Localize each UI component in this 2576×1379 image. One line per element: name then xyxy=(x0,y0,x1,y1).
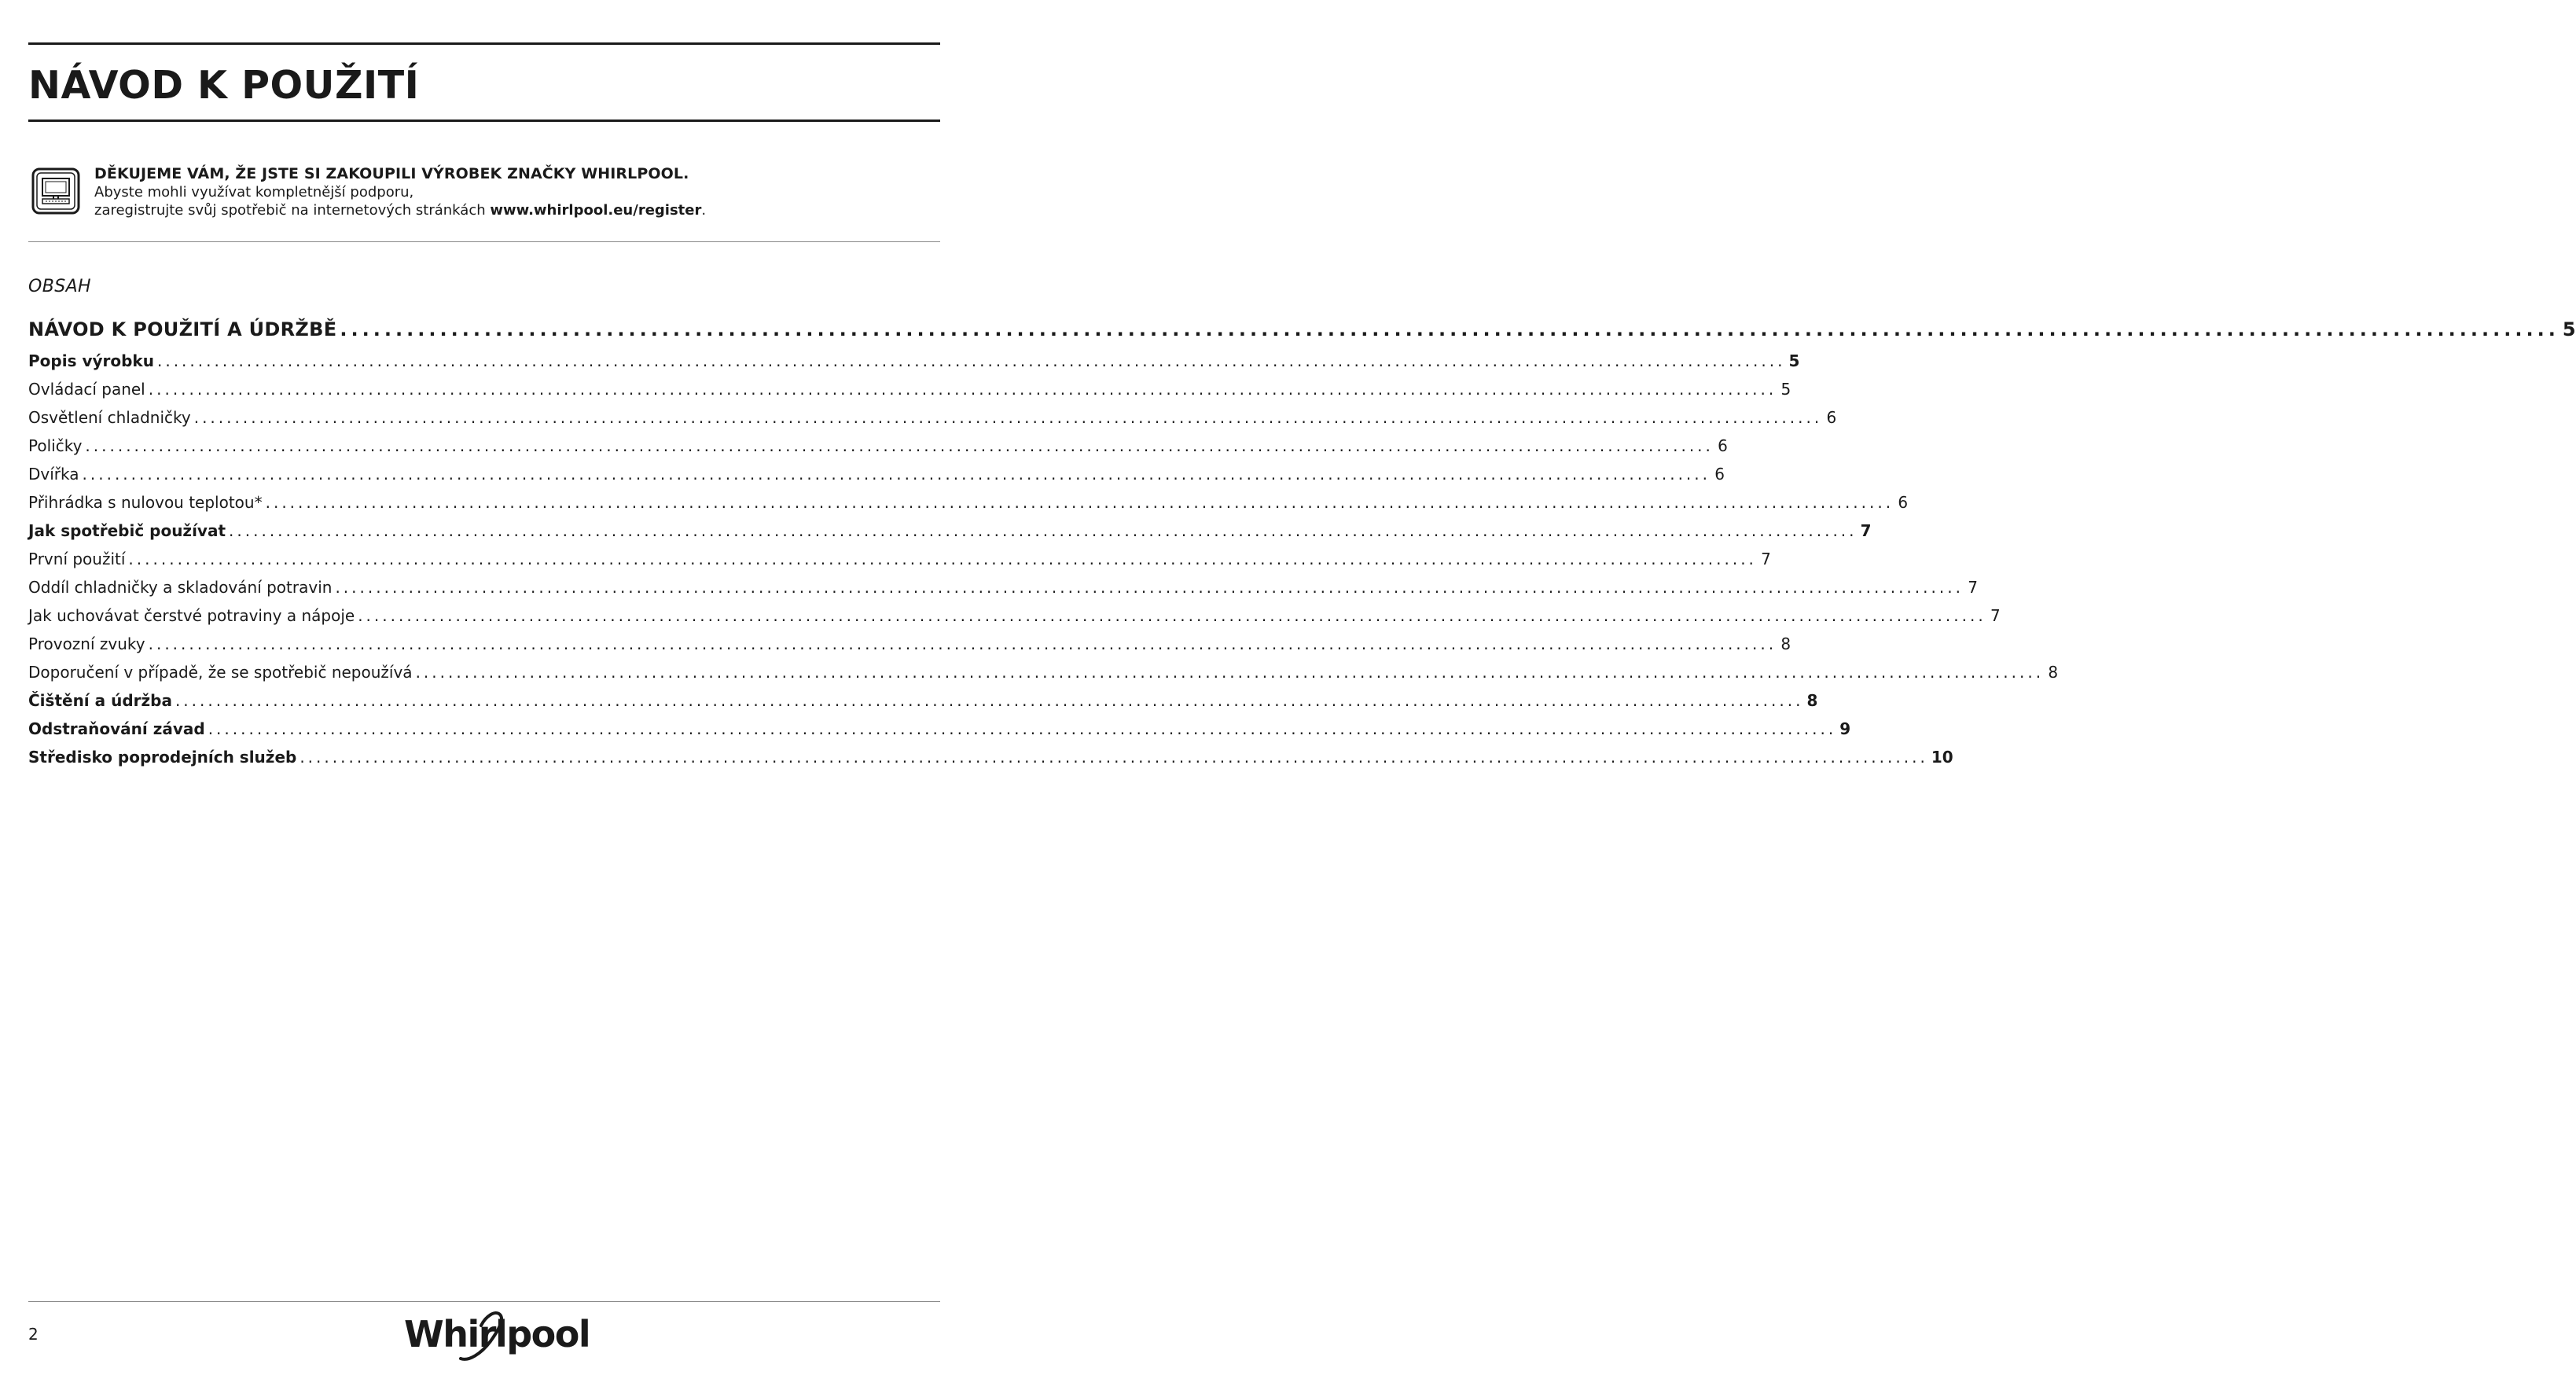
toc-leader-dots: ........................................................................................................................................................................................................ xyxy=(265,493,1894,512)
toc-leader-dots: ........................................................................................................................................................................................................ xyxy=(358,606,1986,625)
top-rule xyxy=(28,42,940,45)
toc-entry-page: 7 xyxy=(1968,578,1978,597)
toc-entry-page: 7 xyxy=(1761,550,1771,568)
toc-entry[interactable] xyxy=(28,663,2059,691)
toc-entry[interactable] xyxy=(28,408,1837,436)
toc-entry-page: 5 xyxy=(1780,380,1791,399)
toc-entry[interactable] xyxy=(28,550,1771,578)
toc-entry-label: Odstraňování závad xyxy=(28,719,205,738)
toc-entry-label: Jak uchovávat čerstvé potraviny a nápoje xyxy=(28,606,355,625)
toc-leader-dots: ........................................................................................................................................................................................................ xyxy=(193,408,1823,427)
toc-entry-page: 8 xyxy=(1806,691,1818,710)
toc-entry-page: 8 xyxy=(2048,663,2059,682)
toc-entry[interactable] xyxy=(28,380,1791,408)
toc-leader-dots: ........................................................................................................................................................................................................ xyxy=(148,380,1777,399)
registration-url-link[interactable]: www.whirlpool.eu/register xyxy=(490,202,702,219)
toc-entry-label: Ovládací panel xyxy=(28,380,145,399)
toc-entry-label: Provozní zvuky xyxy=(28,634,145,653)
page-title: NÁVOD K POUŽITÍ xyxy=(28,63,420,108)
toc-entry[interactable] xyxy=(28,351,1800,380)
toc-entry-page: 10 xyxy=(1931,748,1953,767)
toc-entry[interactable] xyxy=(28,634,1791,663)
toc-entry[interactable] xyxy=(28,748,1953,776)
toc-entry-page: 7 xyxy=(1860,521,1872,540)
toc-entry-page: 9 xyxy=(1839,719,1851,738)
toc-entry-label: První použití xyxy=(28,550,126,568)
toc-entry-label: Popis výrobku xyxy=(28,351,154,370)
brand-wordmark: Whirlpool xyxy=(404,1313,590,1355)
registration-line-2-suffix: . xyxy=(701,202,707,219)
computer-monitor-icon xyxy=(31,167,80,215)
toc-entry[interactable] xyxy=(28,318,2576,351)
registration-notice xyxy=(31,165,943,217)
toc-entry-label: Osvětlení chladničky xyxy=(28,408,191,427)
toc-entry-label: Oddíl chladničky a skladování potravin xyxy=(28,578,333,597)
toc-leader-dots: ........................................................................................................................................................................................................ xyxy=(148,634,1777,653)
table-of-contents xyxy=(28,318,2576,776)
toc-leader-dots: ........................................................................................................................................................................................................ xyxy=(175,691,1804,710)
toc-entry[interactable] xyxy=(28,691,1818,719)
toc-entry-label: NÁVOD K POUŽITÍ A ÚDRŽBĚ xyxy=(28,318,337,340)
toc-leader-dots: ........................................................................................................................................................................................................ xyxy=(82,465,1711,484)
toc-entry-label: Dvířka xyxy=(28,465,79,484)
toc-leader-dots: ........................................................................................................................................................................................................ xyxy=(335,578,1964,597)
section-divider xyxy=(28,241,940,242)
toc-leader-dots: ........................................................................................................................................................................................................ xyxy=(85,436,1714,455)
whirlpool-logo xyxy=(404,1307,590,1368)
toc-entry[interactable] xyxy=(28,606,2001,634)
title-rule xyxy=(28,120,940,122)
toc-entry-page: 6 xyxy=(1826,408,1837,427)
logo-swoosh-icon xyxy=(404,1307,566,1368)
toc-entry-label: Středisko poprodejních služeb xyxy=(28,748,297,767)
registration-line-2 xyxy=(94,201,706,219)
footer-rule xyxy=(28,1301,940,1302)
registration-text xyxy=(94,165,706,219)
page-number: 2 xyxy=(28,1325,39,1344)
toc-entry-page: 8 xyxy=(1780,634,1791,653)
toc-entry-label: Doporučení v případě, že se spotřebič nepoužívá xyxy=(28,663,413,682)
toc-entry[interactable] xyxy=(28,493,1909,521)
toc-leader-dots: ........................................................................................................................................................................................................ xyxy=(340,318,2559,340)
registration-heading: DĚKUJEME VÁM, ŽE JSTE SI ZAKOUPILI VÝROBEK ZNAČKY WHIRLPOOL. xyxy=(94,165,689,182)
toc-entry[interactable] xyxy=(28,521,1872,550)
toc-entry-page: 7 xyxy=(1990,606,2001,625)
toc-entry[interactable] xyxy=(28,465,1725,493)
toc-leader-dots: ........................................................................................................................................................................................................ xyxy=(299,748,1928,767)
toc-entry-page: 6 xyxy=(1714,465,1725,484)
toc-entry[interactable] xyxy=(28,578,1978,606)
toc-entry-page: 6 xyxy=(1898,493,1909,512)
toc-entry[interactable] xyxy=(28,436,1728,465)
toc-leader-dots: ........................................................................................................................................................................................................ xyxy=(415,663,2045,682)
toc-entry-page: 6 xyxy=(1718,436,1728,455)
registration-line-2-prefix: zaregistrujte svůj spotřebič na internetových stránkách xyxy=(94,202,491,219)
toc-entry-label: Přihrádka s nulovou teplotou* xyxy=(28,493,263,512)
toc-leader-dots: ........................................................................................................................................................................................................ xyxy=(156,351,1786,370)
toc-entry[interactable] xyxy=(28,719,1851,748)
toc-entry-label: Čištění a údržba xyxy=(28,691,172,710)
toc-entry-label: Jak spotřebič používat xyxy=(28,521,226,540)
toc-leader-dots: ........................................................................................................................................................................................................ xyxy=(229,521,1858,540)
registration-line-1: Abyste mohli využívat kompletnější podporu, xyxy=(94,184,414,200)
toc-entry-label: Poličky xyxy=(28,436,83,455)
toc-entry-page: 5 xyxy=(1788,351,1800,370)
toc-entry-page: 5 xyxy=(2562,318,2576,340)
contents-heading: OBSAH xyxy=(28,277,91,296)
toc-leader-dots: ........................................................................................................................................................................................................ xyxy=(208,719,1837,738)
toc-leader-dots: ........................................................................................................................................................................................................ xyxy=(128,550,1757,568)
